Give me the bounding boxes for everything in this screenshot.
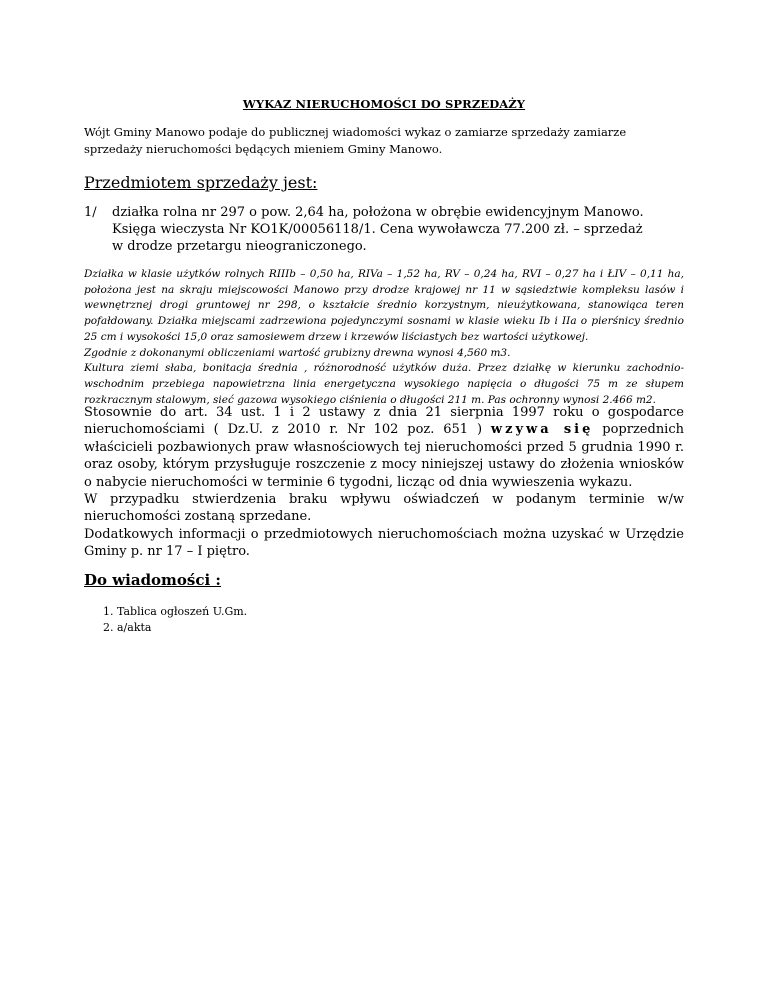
distribution-item: 2. a/akta [103, 620, 152, 634]
description-paragraph-2: Zgodnie z dokonanymi obliczeniami wartość grubizny drewna wynosi 4,560 m3. [84, 346, 511, 359]
item-number: 1/ [84, 205, 97, 220]
distribution-list [103, 604, 247, 635]
notice-paragraph-2: W przypadku stwierdzenia braku wpływu oświadczeń w podanym terminie w/w nieruchomości zostaną sprzedane. [84, 492, 684, 525]
notice-emphasis: wzywa się [490, 422, 594, 438]
notice-paragraph-1 [84, 404, 684, 491]
document-title: WYKAZ NIERUCHOMOŚCI DO SPRZEDAŻY [242, 97, 526, 111]
distribution-item: 1. Tablica ogłoszeń U.Gm. [103, 605, 248, 618]
notice-text-before: Stosownie do art. 34 ust. 1 i 2 ustawy z dnia 21 sierpnia 1997 roku o gospodarce nieruchomościami ( Dz.U. z 2010 r. Nr 102 poz. 651 ) [84, 405, 684, 438]
notice-paragraph-3: Dodatkowych informacji o przedmiotowych nieruchomościach można uzyskać w Urzędzie Gminy p. nr 17 – I piętro. [84, 526, 684, 560]
legal-notice [84, 404, 684, 561]
section-heading: Przedmiotem sprzedaży jest: [84, 173, 318, 192]
property-description [84, 267, 684, 408]
description-paragraph-3: Kultura ziemi słaba, bonitacja średnia , różnorodność użytków duża. Przez działkę w kierunku zachodnio-wschodnim przebiega napowietrzna linia energetyczna wysokiego napięcia o długości 75 m ze słupem rozkracznym stalowym, sieć gazowa wysokiego ciśnienia o długości 211 m. Pas ochronny wynosi 2.466 m2. [84, 362, 684, 406]
item-line-1: działka rolna nr 297 o pow. 2,64 ha, położona w obrębie ewidencyjnym Manowo. [112, 205, 644, 220]
description-paragraph-1: Działka w klasie użytków rolnych RIIIb – 0,50 ha, RIVa – 1,52 ha, RV – 0,24 ha, RVI – 0,27 ha i ŁIV – 0,11 ha, położona jest na skraju miejscowości Manowo przy drodze krajowej nr 11 w sąsiedztwie kompleksu lasów i wewnętrznej drogi gruntowej nr 298, o kształcie średnio korzystnym, nieużytkowana, stanowiąca teren pofałdowany. Działka miejscami zadrzewiona pojedynczymi sosnami w klasie wieku Ib i IIa o pierśnicy średnio 25 cm i wysokości 15,0 oraz samosiewem drzew i krzewów liściastych bez wartości użytkowej. [84, 268, 684, 343]
item-line-2: Księga wieczysta Nr KO1K/00056118/1. Cena wywoławcza 77.200 zł. – sprzedaż [112, 222, 643, 237]
intro-paragraph: Wójt Gminy Manowo podaje do publicznej wiadomości wykaz o zamiarze sprzedaży zamiarze sprzedaży nieruchomości będących mieniem Gminy Manowo. [84, 125, 627, 156]
distribution-heading: Do wiadomości : [84, 571, 221, 589]
property-item [84, 204, 684, 255]
notice-text-after: poprzednich właścicieli pozbawionych praw własnościowych tej nieruchomości przed 5 grudnia 1990 r. oraz osoby, którym przysługuje roszczenie z mocy niniejszej ustawy do złożenia wniosków o nabycie nieruchomości w terminie 6 tygodni, licząc od dnia wywieszenia wykazu. [84, 422, 684, 490]
item-line-3: w drodze przetargu nieograniczonego. [112, 239, 367, 254]
